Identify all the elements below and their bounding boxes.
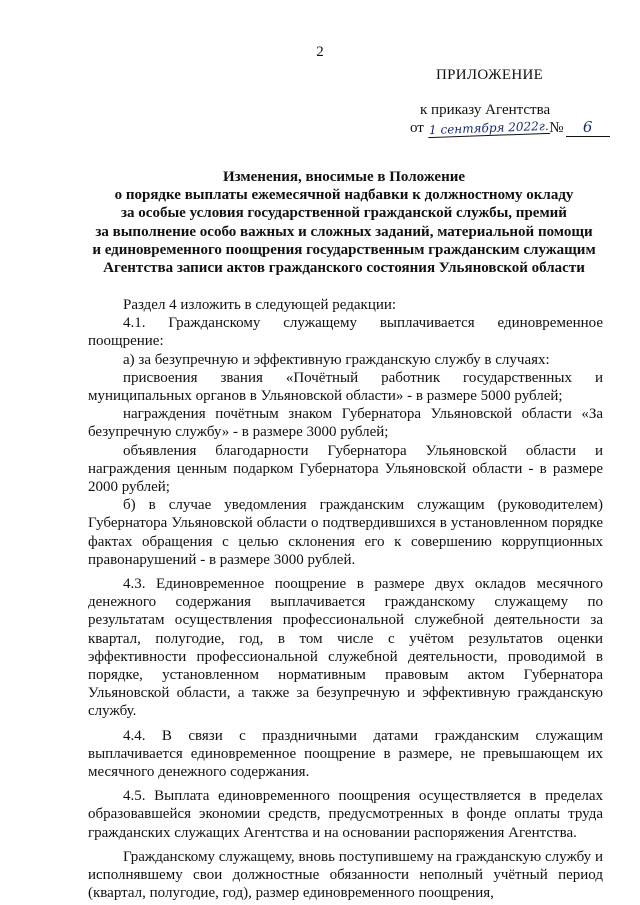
title-line: Изменения, вносимые в Положение bbox=[222, 169, 466, 185]
page-number: 2 bbox=[316, 44, 324, 60]
paragraph: объявления благодарности Губернатора Ульяновской области и награждения ценным подарком Губернатора Ульяновской области - в размере 2000 рублей; bbox=[88, 442, 603, 496]
document-title bbox=[84, 168, 604, 277]
date-prefix: от bbox=[410, 120, 424, 136]
paragraph: присвоения звания «Почётный работник государственных и муниципальных органов в Ульяновской области» - в размере 5000 рублей; bbox=[88, 369, 603, 405]
number-label: № bbox=[549, 120, 564, 136]
paragraph: награждения почётным знаком Губернатора Ульяновской области «За безупречную службу» - в размере 3000 рублей; bbox=[88, 406, 603, 441]
handwritten-date: 1 сентября 2022г. bbox=[428, 118, 549, 138]
paragraph: 4.3. Единовременное поощрение в размере двух окладов месячного денежного содержания выплачивается гражданскому служащему по результатам осуществления профессиональной служебной деятельности за квартал, полугодие, год, в том числе с учётом результатов оценки эффективности профессиональной служебной деятельности, проводимой в порядке, установленном нормативным правовым актом Губернатора Ульяновской области, а также за безупречную и эффективную гражданскую службу. bbox=[88, 576, 603, 720]
order-reference: к приказу Агентства bbox=[420, 102, 551, 118]
title-line: о порядке выплаты ежемесячной надбавки к должностному окладу bbox=[114, 187, 574, 204]
paragraph: 4.4. В связи с праздничными датами гражданским служащим выплачивается единовременное поощрение в размере, не превышающем их месячного денежного содержания. bbox=[88, 727, 603, 781]
paragraph: Раздел 4 изложить в следующей редакции: bbox=[123, 297, 397, 313]
paragraph: 4.5. Выплата единовременного поощрения осуществляется в пределах образовавшейся экономии средств, предусмотренных в фонде оплаты труда гражданских служащих Агентства и на основании распоряжения Агентства. bbox=[88, 788, 603, 841]
title-line: Агентства записи актов гражданского состояния Ульяновской области bbox=[103, 260, 585, 277]
paragraph: Гражданскому служащему, вновь поступившему на гражданскую службу и исполнявшему свои должностные обязанности неполный учётный период (квартал, полугодие, год), размер единовременного поощрения, bbox=[88, 848, 603, 902]
annex-heading: ПРИЛОЖЕНИЕ bbox=[436, 67, 544, 83]
handwritten-number: 6 bbox=[566, 118, 610, 137]
paragraph: а) за безупречную и эффективную гражданскую службу в случаях: bbox=[123, 351, 550, 368]
document-body bbox=[88, 296, 603, 903]
title-line: за особые условия государственной гражданской службы, премий bbox=[121, 205, 567, 222]
order-date-line bbox=[410, 118, 610, 137]
paragraph: 4.1. Гражданскому служащему выплачивается единовременное поощрение: bbox=[88, 315, 603, 350]
paragraph: б) в случае уведомления гражданским служащим (руководителем) Губернатора Ульяновской области о подтвердившихся в установленном порядке фактах обращения с целью склонения его к совершению коррупционных правонарушений - в размере 3000 рублей. bbox=[88, 497, 603, 568]
title-line: и единовременного поощрения государственным гражданским служащим bbox=[92, 241, 596, 258]
title-line: за выполнение особо важных и сложных заданий, материальной помощи bbox=[95, 223, 593, 240]
